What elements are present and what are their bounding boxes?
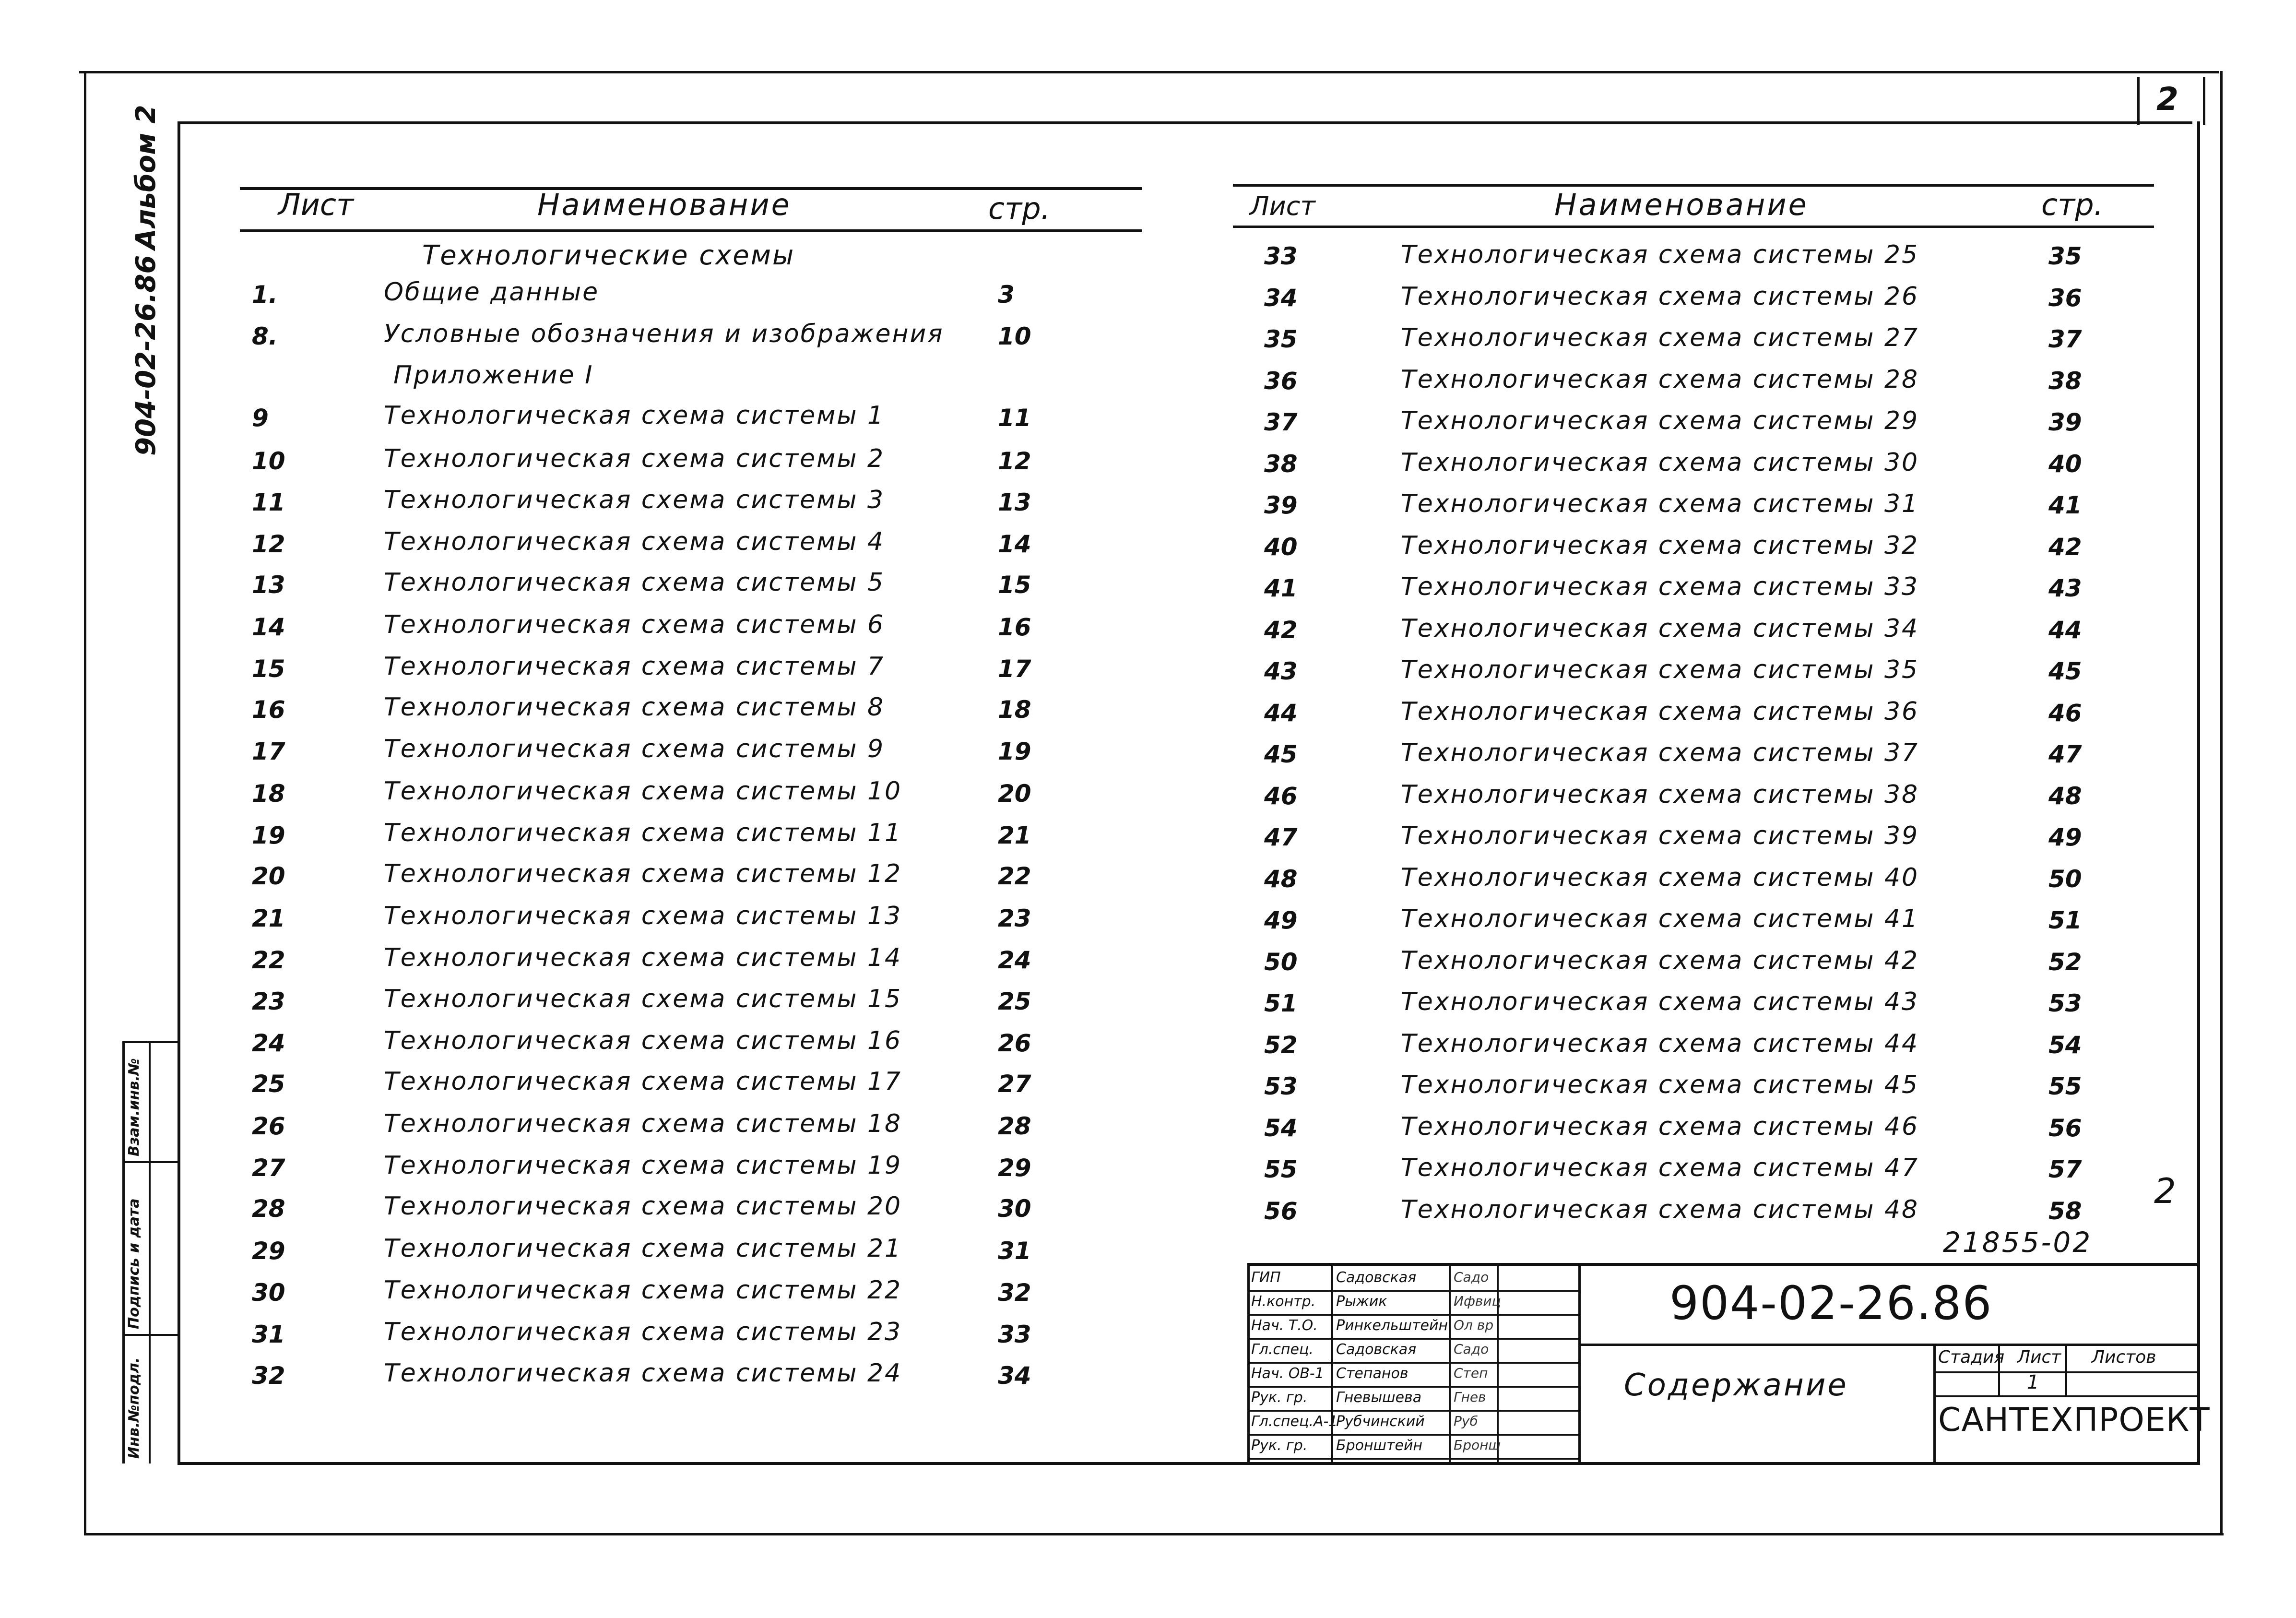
left-row-sheet: 12 [252,530,285,558]
title-block-signature: Садо [1454,1341,1489,1357]
title-block-name: Садовская [1336,1269,1417,1286]
album-label: Альбом 2 [130,105,162,250]
left-row-name: Технологическая схема системы 15 [384,985,902,1013]
right-row-name: Технологическая схема системы 35 [1401,655,1919,684]
title-block-role: Н.контр. [1251,1293,1316,1310]
left-row-page: 13 [998,488,1031,516]
right-row-sheet: 52 [1264,1031,1298,1059]
right-row-name: Технологическая схема системы 31 [1401,489,1919,518]
side-stamp-repl: Взам.инв.№ [126,1058,142,1156]
outer-frame-bottom [84,1533,2224,1535]
left-row-sheet: 1. [252,281,278,309]
left-row-page: 28 [998,1112,1031,1140]
title-block-name: Садовская [1336,1341,1417,1358]
left-row-page: 12 [998,447,1031,475]
left-row-sheet: 16 [252,696,285,724]
left-row-name: Технологическая схема системы 2 [384,444,885,473]
right-row-name: Технологическая схема системы 34 [1401,614,1919,643]
title-block-org: САНТЕХПРОЕКТ [1938,1401,2210,1439]
left-row-page: 19 [998,738,1031,765]
title-block-signature: Садо [1454,1269,1489,1285]
right-row-sheet: 37 [1264,408,1298,436]
left-row-sheet: 32 [252,1362,285,1390]
right-head-sheet: Лист [1250,191,1315,221]
left-row-sheet: 26 [252,1112,285,1140]
left-row-page: 33 [998,1321,1031,1348]
title-block-name: Бронштейн [1336,1437,1423,1454]
right-row-name: Технологическая схема системы 39 [1401,821,1919,850]
right-row-page: 55 [2048,1072,2082,1100]
right-row-name: Технологическая схема системы 45 [1401,1071,1919,1099]
right-row-page: 38 [2048,367,2082,395]
right-row-name: Технологическая схема системы 38 [1401,780,1919,809]
left-row-name: Технологическая схема системы 1 [384,401,885,430]
right-row-page: 37 [2048,325,2082,353]
left-row-page: 30 [998,1195,1031,1223]
right-row-sheet: 41 [1264,574,1298,602]
left-row-name: Технологическая схема системы 14 [384,943,902,972]
right-row-sheet: 48 [1264,865,1298,893]
right-row-page: 56 [2048,1114,2082,1142]
side-stamp-div1 [122,1161,180,1163]
left-row-sheet: 13 [252,571,285,599]
left-row-sheet: 8. [252,322,278,350]
left-row-name: Технологическая схема системы 22 [384,1276,902,1305]
right-row-name: Технологическая схема системы 44 [1401,1029,1919,1058]
right-row-sheet: 54 [1264,1114,1298,1142]
right-row-name: Технологическая схема системы 37 [1401,738,1919,767]
left-row-page: 10 [998,322,1031,350]
title-block-row-line [1247,1290,1578,1292]
right-row-sheet: 38 [1264,450,1298,478]
left-row-sheet: 17 [252,738,285,765]
sheet-number: 2 [2156,81,2178,118]
title-block-name: Степанов [1336,1365,1408,1382]
right-row-name: Технологическая схема системы 46 [1401,1112,1919,1141]
right-row-page: 36 [2048,284,2082,312]
left-row-page: 18 [998,696,1031,724]
title-block-role: Гл.спец. [1251,1341,1314,1358]
left-row-page: 11 [998,404,1031,432]
left-row-name: Приложение I [393,361,594,390]
outer-frame-top [79,71,2219,73]
left-row-page: 15 [998,571,1031,599]
left-row-sheet: 14 [252,613,285,641]
left-row-page: 25 [998,987,1031,1015]
right-row-page: 51 [2048,906,2082,934]
left-row-sheet: 29 [252,1237,285,1265]
right-row-page: 48 [2048,782,2082,810]
left-row-name: Технологическая схема системы 11 [384,819,902,847]
sheet-box-right [2203,77,2205,125]
left-row-name: Технологическая схема системы 24 [384,1359,902,1388]
right-row-page: 58 [2048,1197,2082,1225]
right-row-sheet: 45 [1264,740,1298,768]
right-row-sheet: 49 [1264,906,1298,934]
right-row-sheet: 46 [1264,782,1298,810]
right-row-page: 39 [2048,408,2082,436]
title-block-signature: Руб [1454,1413,1478,1429]
title-block-stage-label: Стадия [1938,1347,2005,1367]
outer-frame-right [2220,71,2223,1535]
title-block-signature: Степ [1454,1365,1488,1381]
order-number: 21855-02 [1943,1226,2093,1259]
title-block-signature: Гнев [1454,1389,1486,1405]
left-row-sheet: 18 [252,780,285,808]
left-row-name: Технологическая схема системы 10 [384,777,902,806]
left-row-name: Технологическая схема системы 20 [384,1192,902,1221]
title-block-row-line [1247,1362,1578,1364]
right-header-bottom [1233,226,2154,228]
left-row-name: Технологическая схема системы 19 [384,1151,902,1180]
right-row-sheet: 43 [1264,657,1298,685]
left-row-sheet: 24 [252,1029,285,1057]
right-row-name: Технологическая схема системы 27 [1401,323,1919,352]
title-block-role: Гл.спец.А-1 [1251,1413,1338,1430]
left-row-name: Технологическая схема системы 9 [384,735,885,763]
right-row-sheet: 35 [1264,325,1298,353]
left-row-name: Технологическая схема системы 7 [384,652,885,681]
right-row-sheet: 34 [1264,284,1298,312]
left-row-page: 23 [998,904,1031,932]
left-row-sheet: 30 [252,1279,285,1307]
doc-code-vertical: 904-02-26.86 [130,255,162,456]
right-row-page: 35 [2048,242,2082,270]
left-row-page: 17 [998,655,1031,683]
right-row-name: Технологическая схема системы 25 [1401,240,1919,269]
right-head-page: стр. [2041,187,2104,222]
title-block-row-line [1247,1338,1578,1340]
right-row-page: 54 [2048,1031,2082,1059]
left-row-sheet: 9 [252,404,269,432]
title-block-name: Ринкельштейн [1336,1317,1448,1334]
title-block-sheets-label: Листов [2092,1347,2156,1367]
title-block-name: Рубчинский [1336,1413,1425,1430]
left-row-sheet: 20 [252,862,285,890]
right-row-name: Технологическая схема системы 41 [1401,904,1919,933]
right-row-page: 45 [2048,657,2082,685]
title-block-sheet-value: 1 [2027,1371,2039,1393]
right-row-sheet: 36 [1264,367,1298,395]
right-row-page: 52 [2048,948,2082,976]
left-row-name: Технологическая схема системы 5 [384,568,885,597]
right-row-name: Технологическая схема системы 36 [1401,697,1919,726]
left-row-name: Технологическая схема системы 21 [384,1234,902,1263]
right-row-sheet: 39 [1264,491,1298,519]
left-head-sheet: Лист [278,187,354,222]
left-head-page: стр. [988,191,1051,226]
right-row-page: 46 [2048,699,2082,727]
left-head-name: Наименование [537,187,792,222]
right-head-name: Наименование [1554,187,1809,222]
left-row-name: Технологическая схема системы 3 [384,486,885,514]
right-row-name: Технологическая схема системы 47 [1401,1154,1919,1182]
title-block-signature: Ол вр [1454,1317,1494,1333]
left-row-page: 32 [998,1279,1031,1307]
right-row-sheet: 47 [1264,823,1298,851]
right-row-sheet: 53 [1264,1072,1298,1100]
outer-frame-left [84,71,86,1535]
side-stamp-mid [149,1041,151,1463]
right-row-page: 50 [2048,865,2082,893]
left-row-name: Технологическая схема системы 12 [384,859,902,888]
left-row-name: Технологическая схема системы 6 [384,610,885,639]
left-row-name: Условные обозначения и изображения [384,320,944,348]
left-row-sheet: 15 [252,655,285,683]
right-row-sheet: 44 [1264,699,1298,727]
side-stamp-div2 [122,1334,180,1336]
right-row-page: 57 [2048,1155,2082,1183]
right-row-sheet: 42 [1264,616,1298,644]
title-block-row-line [1247,1386,1578,1388]
left-row-sheet: 31 [252,1321,285,1348]
inner-frame-bottom [178,1462,2200,1465]
right-row-sheet: 33 [1264,242,1298,270]
right-header-top [1233,184,2154,187]
left-row-page: 31 [998,1237,1031,1265]
right-row-page: 49 [2048,823,2082,851]
left-row-sheet: 23 [252,987,285,1015]
title-block-row-line [1247,1410,1578,1412]
right-row-sheet: 40 [1264,533,1298,561]
side-stamp-left [122,1041,125,1463]
title-block-role: Рук. гр. [1251,1437,1308,1454]
title-block-name: Рыжик [1336,1293,1387,1310]
title-block-role: ГИП [1251,1269,1281,1286]
left-row-page: 34 [998,1362,1031,1390]
title-block-signature: Бронш [1454,1437,1501,1453]
left-row-page: 27 [998,1070,1031,1098]
right-row-name: Технологическая схема системы 48 [1401,1195,1919,1224]
left-row-page: 3 [998,281,1015,309]
title-block-name: Гневышева [1336,1389,1422,1406]
title-block-row-line [1247,1314,1578,1316]
right-row-name: Технологическая схема системы 30 [1401,448,1919,477]
title-block-sheet-label: Лист [2017,1347,2061,1367]
title-block-title: Содержание [1624,1368,1848,1403]
title-block-role: Нач. Т.О. [1251,1317,1318,1334]
left-row-sheet: 22 [252,946,285,974]
title-block-row-line [1247,1434,1578,1436]
left-row-name: Технологическая схема системы 18 [384,1109,902,1138]
title-block-role: Нач. ОВ-1 [1251,1365,1324,1382]
left-row-sheet: 27 [252,1154,285,1182]
right-row-name: Технологическая схема системы 29 [1401,406,1919,435]
left-row-page: 26 [998,1029,1031,1057]
side-stamp-sign: Подпись и дата [126,1198,142,1329]
right-row-page: 40 [2048,450,2082,478]
side-stamp-inv: Инв.№подл. [126,1357,142,1459]
left-row-name: Технологическая схема системы 23 [384,1318,902,1346]
left-row-sheet: 10 [252,447,285,475]
title-block-row-line [1247,1458,1578,1460]
inner-frame-top [178,121,2192,124]
left-header-bottom [240,229,1142,232]
right-row-sheet: 55 [1264,1155,1298,1183]
right-row-sheet: 56 [1264,1197,1298,1225]
side-stamp-top [122,1041,180,1043]
right-row-name: Технологическая схема системы 33 [1401,572,1919,601]
right-row-page: 43 [2048,574,2082,602]
left-row-page: 14 [998,530,1031,558]
left-row-name: Технологическая схема системы 13 [384,902,902,930]
title-block-signature: Ифвиц [1454,1293,1501,1309]
left-row-page: 21 [998,821,1031,849]
right-row-page: 44 [2048,616,2082,644]
sheet-box-left [2137,77,2140,125]
left-row-page: 22 [998,862,1031,890]
title-block-doc-code: 904-02-26.86 [1669,1276,1993,1330]
left-row-page: 29 [998,1154,1031,1182]
left-row-sheet: 25 [252,1070,285,1098]
right-row-page: 42 [2048,533,2082,561]
right-row-name: Технологическая схема системы 42 [1401,946,1919,975]
left-row-name: Технологическая схема системы 8 [384,693,885,722]
inner-frame-left [178,121,180,1465]
handwritten-page-mark: 2 [2154,1171,2176,1211]
right-row-page: 53 [2048,989,2082,1017]
right-row-sheet: 51 [1264,989,1298,1017]
left-row-page: 20 [998,780,1031,808]
right-row-sheet: 50 [1264,948,1298,976]
left-row-sheet: 21 [252,904,285,932]
right-row-page: 41 [2048,491,2082,519]
left-row-name: Общие данные [384,278,600,307]
title-block-role: Рук. гр. [1251,1389,1308,1406]
left-row-sheet: 28 [252,1195,285,1223]
right-row-name: Технологическая схема системы 28 [1401,365,1919,394]
right-row-name: Технологическая схема системы 32 [1401,531,1919,560]
left-row-sheet: 11 [252,488,285,516]
right-row-name: Технологическая схема системы 43 [1401,987,1919,1016]
right-row-page: 47 [2048,740,2082,768]
left-row-name: Технологическая схема системы 16 [384,1026,902,1055]
left-row-sheet: 19 [252,821,285,849]
left-row-name: Технологическая схема системы 4 [384,527,885,556]
right-row-name: Технологическая схема системы 26 [1401,282,1919,311]
right-row-name: Технологическая схема системы 40 [1401,863,1919,892]
left-row-name: Технологическая схема системы 17 [384,1067,902,1096]
left-row-page: 16 [998,613,1031,641]
section-title: Технологические схемы [422,240,795,271]
left-row-page: 24 [998,946,1031,974]
